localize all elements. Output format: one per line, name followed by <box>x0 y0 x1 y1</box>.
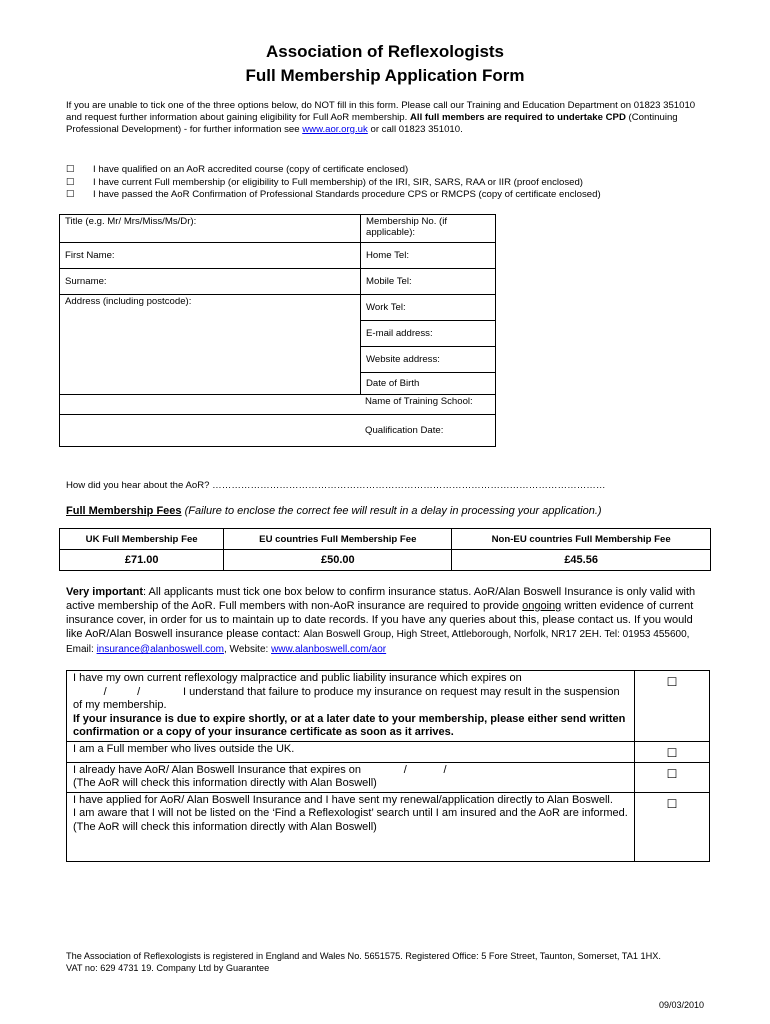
how-did-you-hear-field[interactable]: How did you hear about the AoR? …………………………………………………………………………………………………………… <box>66 480 606 491</box>
document-date: 09/03/2010 <box>658 1000 704 1010</box>
registration-footer: The Association of Reflexologists is registered in England and Wales No. 5651575. Registered Office: 5 Fore Street, Taunton, Somerset, TA1 1HX. VAT no: 629 4731 19. Company Ltd by Guarantee <box>66 951 661 973</box>
insurance-option-own: I have my own current reflexology malpractice and public liability insurance which expires on / / I understand that failure to produce my insurance on request may result in the suspension of my membership. If your insurance is due to expire shortly, or at a later date to your membership, please either send written confirmation or a copy of your insurance certificate as soon as it arrives. <box>67 671 635 742</box>
date-of-birth-field[interactable]: Date of Birth <box>361 373 496 395</box>
fee-value-eu: £50.00 <box>224 550 452 571</box>
training-school-field[interactable]: Name of Training School: <box>60 395 496 415</box>
work-tel-field[interactable]: Work Tel: <box>361 295 496 321</box>
eligibility-option[interactable]: ☐ I have current Full membership (or eligibility to Full membership) of the IRI, SIR, SARS, RAA or IIR (proof enclosed) <box>66 177 583 188</box>
surname-field[interactable]: Surname: <box>60 269 361 295</box>
checkbox-icon[interactable]: ☐ <box>635 741 710 762</box>
fee-value-non-eu: £45.56 <box>452 550 711 571</box>
fee-header-uk: UK Full Membership Fee <box>60 529 224 550</box>
eligibility-option[interactable]: ☐ I have qualified on an AoR accredited course (copy of certificate enclosed) <box>66 164 409 175</box>
fees-table <box>59 528 711 571</box>
insurance-option-outside-uk: I am a Full member who lives outside the UK. <box>67 741 635 762</box>
form-title-line2: Full Membership Application Form <box>245 66 525 85</box>
email-field[interactable]: E-mail address: <box>361 321 496 347</box>
intro-paragraph: If you are unable to tick one of the three options below, do NOT fill in this form. Please call our Training and Education Department on 01823 351010 and request further information about gaining eligibility for Full AoR membership. All full members are required to undertake CPD (Continuing Professional Development) - for further information see www.aor.org.uk or call 01823 351010. <box>66 100 696 135</box>
checkbox-icon[interactable]: ☐ <box>635 671 710 742</box>
website-field[interactable]: Website address: <box>361 347 496 373</box>
title-field[interactable]: Title (e.g. Mr/ Mrs/Miss/Ms/Dr): <box>60 215 361 243</box>
eligibility-option[interactable]: ☐ I have passed the AoR Confirmation of Professional Standards procedure CPS or RMCPS (copy of certificate enclosed) <box>66 189 601 200</box>
insurance-notice: Very important: All applicants must tick one box below to confirm insurance status. AoR/Alan Boswell Insurance is only valid with active membership of the AoR. Full members with non-AoR insurance are required to provide ongoing written evidence of current insurance cover, in order for us to maintain up to date records. If you have any queries about this, please contact us. If you would like AoR/Alan Boswell insurance please contact: Alan Boswell Group, High Street, Attleborough, Norfolk, NR17 2EH. Tel: 01953 455600, Email: insurance@alanboswell.com, Website: www.alanboswell.com/aor <box>66 586 696 655</box>
mobile-tel-field[interactable]: Mobile Tel: <box>361 269 496 295</box>
home-tel-field[interactable]: Home Tel: <box>361 243 496 269</box>
checkbox-icon[interactable]: ☐ <box>635 792 710 861</box>
checkbox-icon[interactable]: ☐ <box>66 189 75 200</box>
aor-website-link[interactable]: www.aor.org.uk <box>302 124 368 135</box>
insurance-options-table <box>66 670 710 862</box>
first-name-field[interactable]: First Name: <box>60 243 361 269</box>
fee-header-non-eu: Non-EU countries Full Membership Fee <box>452 529 711 550</box>
fees-heading: Full Membership Fees (Failure to enclose the correct fee will result in a delay in processing your application.) <box>66 505 602 517</box>
membership-number-field[interactable]: Membership No. (if applicable): <box>361 215 496 243</box>
insurance-option-existing-aor: I already have AoR/ Alan Boswell Insurance that expires on / / (The AoR will check this information directly with Alan Boswell) <box>67 762 635 792</box>
qualification-date-field[interactable]: Qualification Date: <box>60 415 496 447</box>
personal-details-table <box>59 214 496 447</box>
checkbox-icon[interactable]: ☐ <box>635 762 710 792</box>
insurance-email-link[interactable]: insurance@alanboswell.com <box>96 644 224 655</box>
insurance-option-applied: I have applied for AoR/ Alan Boswell Insurance and I have sent my renewal/application directly to Alan Boswell. I am aware that I will not be listed on the ‘Find a Reflexologist’ search until I am insured and the AoR are informed.(The AoR will check this information directly with Alan Boswell) <box>67 792 635 861</box>
form-title-line1: Association of Reflexologists <box>265 42 505 61</box>
address-field[interactable]: Address (including postcode): <box>60 295 361 395</box>
fee-header-eu: EU countries Full Membership Fee <box>224 529 452 550</box>
alan-boswell-website-link[interactable]: www.alanboswell.com/aor <box>271 644 387 655</box>
checkbox-icon[interactable]: ☐ <box>66 164 75 175</box>
checkbox-icon[interactable]: ☐ <box>66 177 75 188</box>
fee-value-uk: £71.00 <box>60 550 224 571</box>
